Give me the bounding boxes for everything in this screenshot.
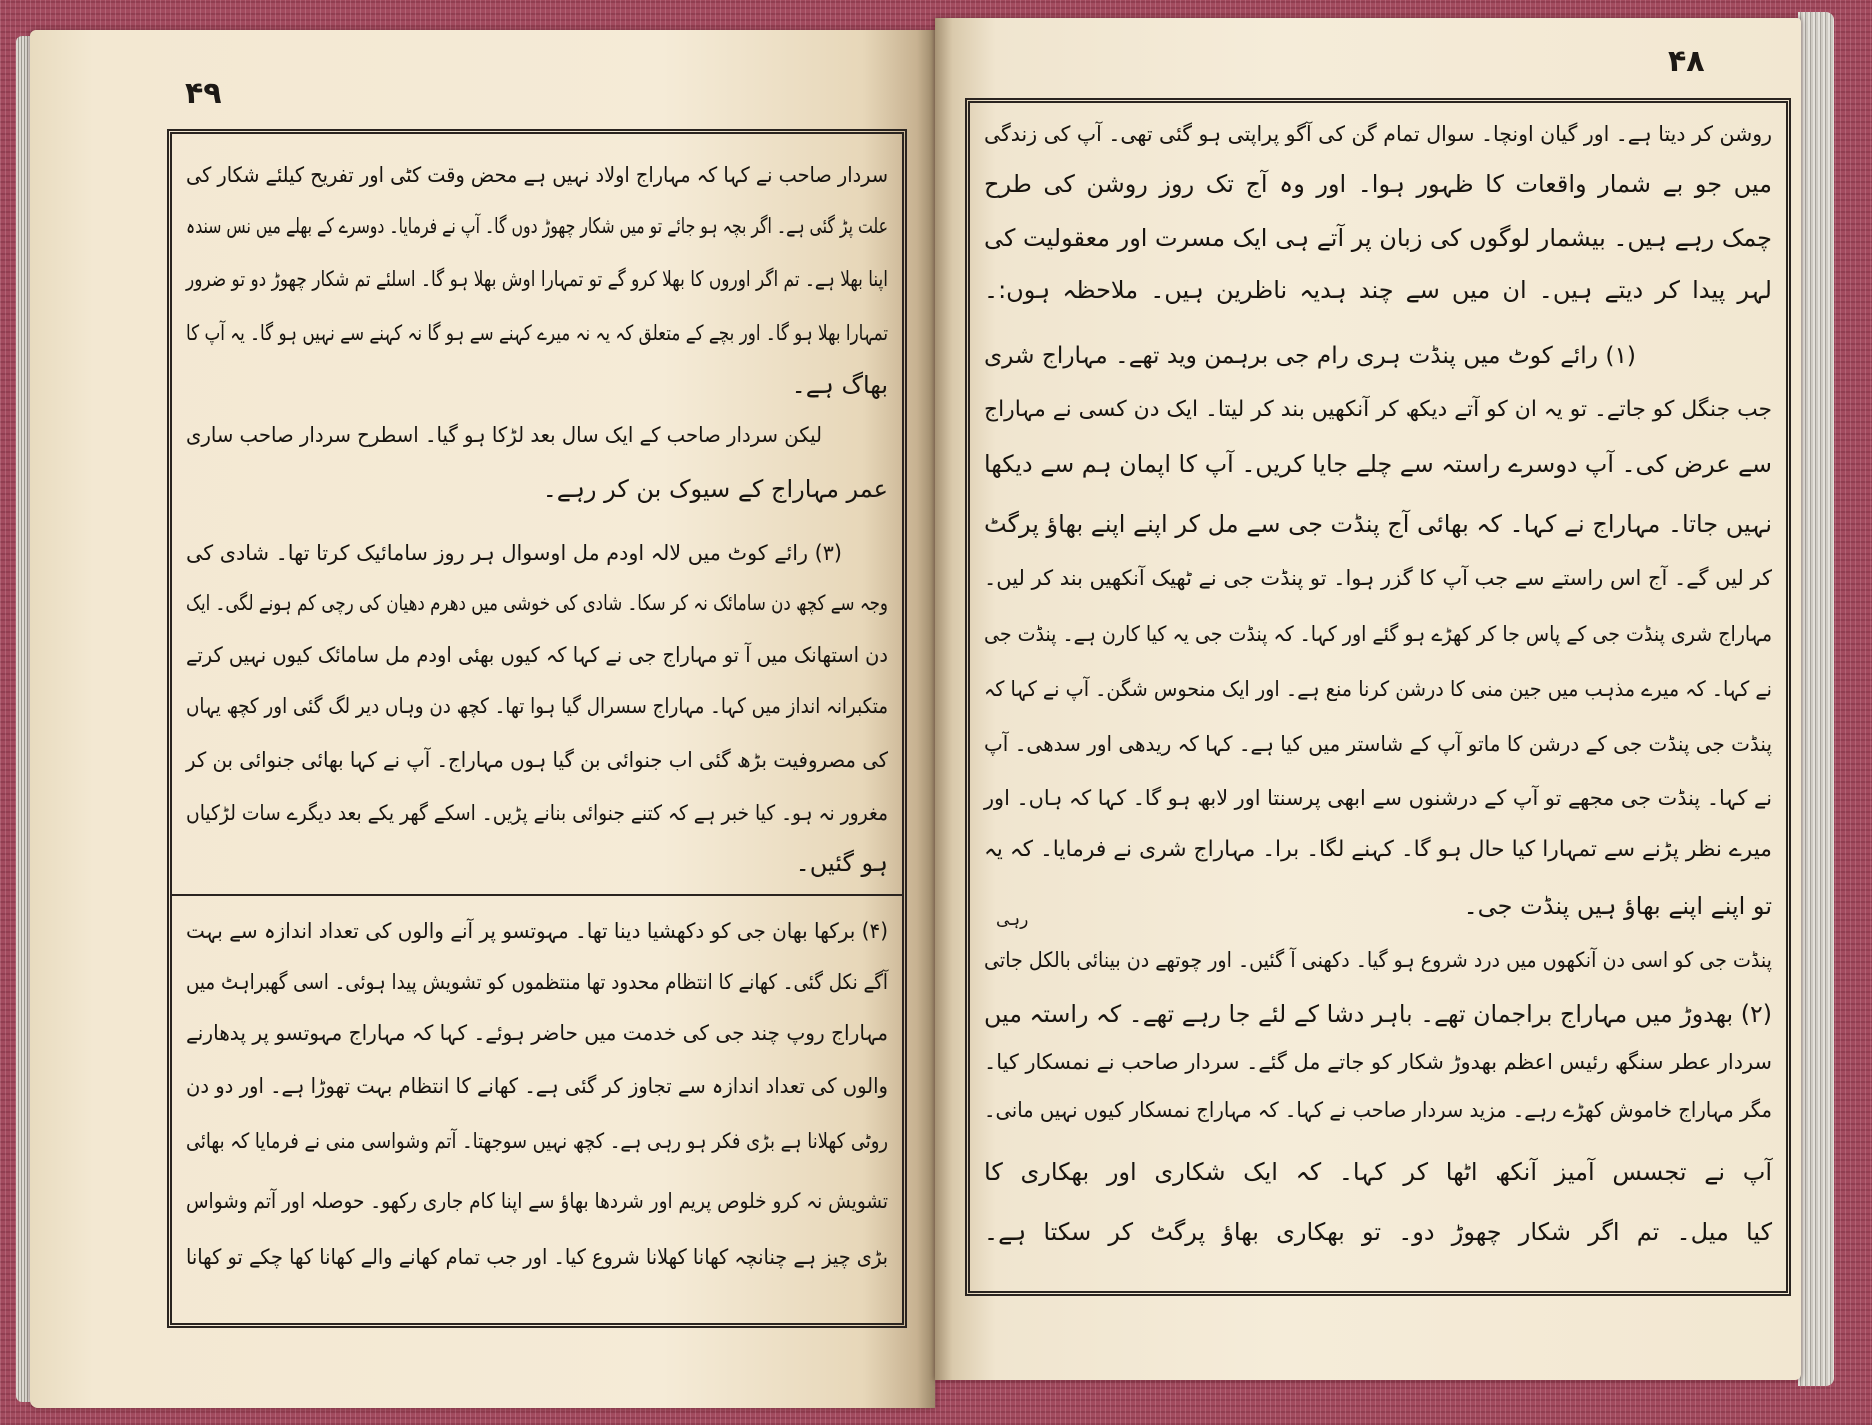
text-line: تو اپنے اپنے بھاؤ ہیں پنڈت جی۔ xyxy=(1463,892,1772,920)
interlinear-insert: رہی xyxy=(996,910,1029,930)
text-line: نے کہا۔ پنڈت جی مجھے تو آپ کے درشنوں سے ابھی پرسنتا اور لابھ ہو گا۔ کہا کہ ہاں۔ اور xyxy=(983,786,1772,810)
text-line: لہر پیدا کر دیتے ہیں۔ ان میں سے چند ہدیہ ناظرین ہیں۔ ملاحظہ ہوں:۔ xyxy=(984,276,1772,304)
text-line: (۳) رائے کوٹ میں لالہ اودم مل اوسوال ہر روز سامائیک کرتا تھا۔ شادی کی xyxy=(186,541,842,565)
text-line: وجہ سے کچھ دن سامائک نہ کر سکا۔ شادی کی خوشی میں دھرم دھیان کی رچی کم ہونے لگی۔ ایک xyxy=(186,591,889,615)
text-line: والوں کی تعداد اندازہ سے تجاوز کر گئی ہے۔ کھانے کا انتظام بہت تھوڑا ہے۔ اور دو دن xyxy=(186,1074,888,1098)
page-edges-right xyxy=(1798,12,1834,1386)
text-line: کی مصروفیت بڑھ گئی اب جنوائی بن گیا ہوں مہاراج۔ آپ نے کہا بھائی جنوائی بن کر xyxy=(186,748,888,772)
text-line: بھاگ ہے۔ xyxy=(791,371,888,399)
text-line: میرے نظر پڑنے سے تمہارا کیا حال ہو گا۔ کہنے لگا۔ برا۔ مہاراج شری نے فرمایا۔ کہ یہ xyxy=(984,837,1772,862)
text-line: (۱) رائے کوٹ میں پنڈت ہری رام جی برہمن وید تھے۔ مہاراج شری xyxy=(984,342,1636,369)
text-line: کر لیں گے۔ آج اس راستے سے جب آپ کا گزر ہوا۔ تو پنڈت جی نے ٹھیک آنکھیں بند کر لیں۔ xyxy=(984,566,1772,590)
text-line: مغرور نہ ہو۔ کیا خبر ہے کہ کتنے جنوائی بنانے پڑیں۔ اسکے گھر یکے بعد دیگرے سات لڑکیاں xyxy=(185,801,888,825)
page-number: ۴۸ xyxy=(1668,44,1705,79)
section-divider xyxy=(172,894,902,896)
text-line: سے عرض کی۔ آپ دوسرے راستہ سے چلے جایا کریں۔ آپ کا اپمان ہم سے دیکھا xyxy=(984,450,1772,478)
text-line: نے کہا۔ کہ میرے مذہب میں جین منی کا درشن کرنا منع ہے۔ اور ایک منحوس شگن۔ آپ نے کہا کہ xyxy=(984,677,1772,701)
text-line: روشن کر دیتا ہے۔ اور گیان اونچا۔ سوال تمام گن کی آگو پراپتی ہو گئی تھی۔ آپ کی زندگی xyxy=(984,122,1772,146)
text-line: جب جنگل کو جاتے۔ تو یہ ان کو آتے دیکھ کر آنکھیں بند کر لیتا۔ ایک دن کسی نے مہاراج xyxy=(984,397,1772,422)
text-line: تمہارا بھلا ہو گا۔ اور بچے کے متعلق کہ یہ نہ میرے کہنے سے ہو گا نہ کہنے سے نہیں ہو گا۔ یہ آپ کا xyxy=(186,321,889,345)
left-page-text-frame xyxy=(167,129,907,1328)
text-line: لیکن سردار صاحب کے ایک سال بعد لڑکا ہو گیا۔ اسطرح سردار صاحب ساری xyxy=(185,423,822,447)
text-line: علت پڑ گئی ہے۔ اگر بچہ ہو جائے تو میں شکار چھوڑ دوں گا۔ آپ نے فرمایا۔ دوسرے کے بھلے میں نس سندہ xyxy=(186,214,888,238)
right-page-text-frame xyxy=(965,98,1791,1296)
text-line: نہیں جاتا۔ مہاراج نے کہا۔ کہ بھائی آج پنڈت جی سے مل کر اپنے اپنے بھاؤ پرگٹ xyxy=(984,510,1772,538)
text-line: پنڈت جی کو اسی دن آنکھوں میں درد شروع ہو گیا۔ دکھنی آ گئیں۔ اور چوتھے دن بینائی بالکل جاتی xyxy=(984,948,1772,972)
text-line: مہاراج شری پنڈت جی کے پاس جا کر کھڑے ہو گئے اور کہا۔ کہ پنڈت جی یہ کیا کارن ہے۔ پنڈت جی xyxy=(984,622,1772,646)
text-line: سردار عطر سنگھ رئیس اعظم بھدوڑ شکار کو جاتے مل گئے۔ سردار صاحب نے نمسکار کیا۔ xyxy=(984,1050,1772,1074)
text-line: مگر مہاراج خاموش کھڑے رہے۔ مزید سردار صاحب نے کہا۔ کہ مہاراج نمسکار کیوں نہیں مانی۔ xyxy=(984,1098,1772,1122)
text-line: دن استھانک میں آ تو مہاراج جی نے کہا کہ کیوں بھئی اودم مل سامائک کیوں نہیں کرتے xyxy=(186,643,888,667)
text-line: (۲) بھدوڑ میں مہاراج براجمان تھے۔ باہر دشا کے لئے جا رہے تھے۔ کہ راستہ میں xyxy=(984,1000,1772,1028)
page-number: ۴۹ xyxy=(185,76,222,111)
text-line: ہو گئیں۔ xyxy=(795,849,888,877)
text-line: تشویش نہ کرو خلوص پریم اور شردھا بھاؤ سے اپنا کام جاری رکھو۔ حوصلہ اور آتم وشواس xyxy=(185,1189,888,1213)
text-line: متکبرانہ انداز میں کہا۔ مہاراج سسرال گیا ہوا تھا۔ کچھ دن وہاں دیر لگ گئی اور کچھ یہاں xyxy=(186,694,889,718)
text-line: آپ نے تجسس آمیز آنکھ اٹھا کر کہا۔ کہ ایک شکاری اور بھکاری کا xyxy=(984,1158,1772,1186)
text-line: عمر مہاراج کے سیوک بن کر رہے۔ xyxy=(542,475,888,503)
text-line: کیا میل۔ تم اگر شکار چھوڑ دو۔ تو بھکاری بھاؤ پرگٹ کر سکتا ہے۔ xyxy=(984,1218,1772,1246)
text-line: پنڈت جی پنڈت جی کے درشن کا ماتو آپ کے شاستر میں کیا ہے۔ کہا کہ ریدھی اور سدھی۔ آپ xyxy=(983,732,1772,756)
text-line: روٹی کھلانا ہے بڑی فکر ہو رہی ہے۔ کچھ نہیں سوجھتا۔ آتم وشواسی منی نے فرمایا کہ بھائی xyxy=(186,1129,888,1153)
text-line: آگے نکل گئی۔ کھانے کا انتظام محدود تھا منتظموں کو تشویش پیدا ہوئی۔ اسی گھبراہٹ میں xyxy=(186,970,889,994)
text-line: مہاراج روپ چند جی کی خدمت میں حاضر ہوئے۔ کہا کہ مہاراج مہوتسو پر پدھارنے xyxy=(186,1021,889,1045)
text-line: بڑی چیز ہے چنانچہ کھانا کھلانا شروع کیا۔ اور جب تمام کھانے والے کھانا کھا چکے تو کھانا xyxy=(186,1245,889,1269)
text-line: میں جو بے شمار واقعات کا ظہور ہوا۔ اور وہ آج تک روز روشن کی طرح xyxy=(984,170,1772,198)
text-line: (۴) برکھا بھان جی کو دکھشیا دینا تھا۔ مہوتسو پر آنے والوں کی تعداد اندازہ سے بہت xyxy=(185,919,888,943)
text-line: سردار صاحب نے کہا کہ مہاراج اولاد نہیں ہے محض وقت کٹی اور تفریح کیلئے شکار کی xyxy=(186,163,888,187)
text-line: چمک رہے ہیں۔ بیشمار لوگوں کی زبان پر آتے ہی ایک مسرت اور معقولیت کی xyxy=(984,224,1772,252)
text-line: اپنا بھلا ہے۔ تم اگر اوروں کا بھلا کرو گے تو تمہارا اوش بھلا ہو گا۔ اسلئے تم شکار چھوڑ دو تو ضرور xyxy=(186,267,889,291)
